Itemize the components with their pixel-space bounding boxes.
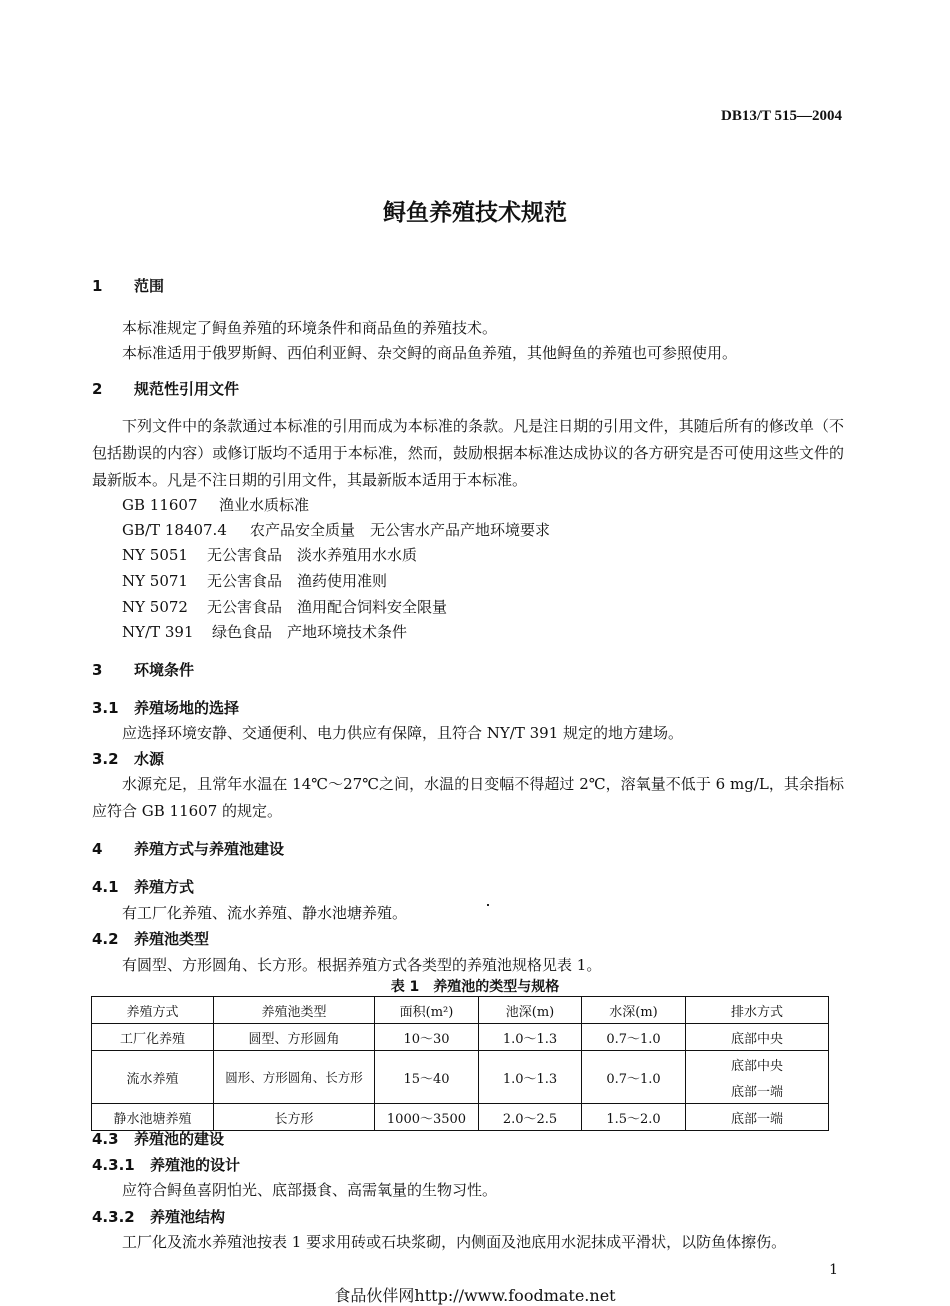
subsection-number: 3.1 — [92, 699, 119, 717]
table-cell: 0.7～1.0 — [582, 1051, 686, 1104]
column-header: 水深(m) — [582, 997, 686, 1024]
column-header: 养殖池类型 — [214, 997, 375, 1024]
section-title: 范围 — [134, 277, 165, 295]
reference-title: 绿色食品 产地环境技术条件 — [212, 623, 408, 641]
subsection-number: 4.3 — [92, 1130, 119, 1148]
table-cell: 底部一端 — [686, 1077, 829, 1104]
reference-code: NY 5051 — [122, 546, 188, 564]
section-number: 1 — [92, 277, 103, 295]
subsection-4-1-heading — [92, 876, 194, 897]
column-header: 池深(m) — [479, 997, 582, 1024]
s4-2-text: 有圆型、方形圆角、长方形。根据养殖方式各类型的养殖池规格见表 1。 — [122, 956, 602, 974]
section-title: 规范性引用文件 — [134, 380, 240, 398]
stray-dot — [487, 904, 489, 906]
subsection-title: 水源 — [134, 750, 165, 768]
table-cell: 底部一端 — [686, 1104, 829, 1131]
subsection-title: 养殖方式 — [134, 878, 195, 896]
section-4-heading — [92, 838, 284, 859]
table-caption: 表 1 养殖池的类型与规格 — [390, 979, 560, 995]
reference-item — [122, 621, 407, 642]
subsection-4-2-heading — [92, 928, 209, 949]
s3-2-text: 水源充足，且常年水温在 14℃～27℃之间，水温的日变幅不得超过 2℃，溶氧量不低于 6 mg/L，其余指标应符合 GB 11607 的规定。 — [92, 775, 844, 820]
section-3-heading — [92, 659, 194, 680]
section-title: 环境条件 — [134, 661, 195, 679]
s1-paragraph-2: 本标准适用于俄罗斯鲟、西伯利亚鲟、杂交鲟的商品鱼养殖，其他鲟鱼的养殖也可参照使用。 — [122, 344, 738, 362]
table-cell: 圆型、方形圆角 — [214, 1024, 375, 1051]
reference-item — [122, 544, 417, 565]
reference-code: NY 5072 — [122, 598, 188, 616]
subsection-3-2-heading — [92, 748, 164, 769]
table-cell: 圆形、方形圆角、长方形 — [214, 1051, 375, 1104]
reference-title: 无公害食品 渔用配合饲料安全限量 — [207, 598, 448, 616]
table-cell: 工厂化养殖 — [92, 1024, 214, 1051]
table-cell: 1.0～1.3 — [479, 1024, 582, 1051]
s4-1-text: 有工厂化养殖、流水养殖、静水池塘养殖。 — [122, 904, 408, 922]
section-number: 4 — [92, 840, 103, 858]
table-cell: 底部中央 — [686, 1024, 829, 1051]
table-cell: 15～40 — [375, 1051, 479, 1104]
table-cell: 底部中央 — [686, 1051, 829, 1078]
page-number: 1 — [829, 1262, 838, 1278]
subsection-title: 养殖场地的选择 — [134, 699, 240, 717]
table-cell: 0.7～1.0 — [582, 1024, 686, 1051]
table-cell: 2.0～2.5 — [479, 1104, 582, 1131]
subsection-4-3-heading — [92, 1128, 224, 1149]
reference-code: NY/T 391 — [122, 623, 194, 641]
subsection-number: 4.3.1 — [92, 1156, 135, 1174]
section-title: 养殖方式与养殖池建设 — [134, 840, 285, 858]
table-cell: 长方形 — [214, 1104, 375, 1131]
subsection-number: 3.2 — [92, 750, 119, 768]
reference-title: 无公害食品 淡水养殖用水水质 — [207, 546, 418, 564]
table-header-row — [92, 997, 829, 1024]
table-cell: 1000～3500 — [375, 1104, 479, 1131]
pond-spec-table — [91, 996, 829, 1131]
subsection-3-1-heading — [92, 697, 239, 718]
reference-item — [122, 596, 447, 617]
s2-intro-paragraph: 下列文件中的条款通过本标准的引用而成为本标准的条款。凡是注日期的引用文件，其随后所有的修改单（不包括勘误的内容）或修订版均不适用于本标准，然而，鼓励根据本标准达成协议的各方研究是否可使用这些文件的最新版本。凡是不注日期的引用文件，其最新版本适用于本标准。 — [92, 417, 844, 489]
s4-3-1-text: 应符合鲟鱼喜阴怕光、底部摄食、高需氧量的生物习性。 — [122, 1181, 498, 1199]
reference-title: 农产品安全质量 无公害水产品产地环境要求 — [250, 521, 551, 539]
reference-code: GB/T 18407.4 — [122, 521, 227, 539]
table-cell: 流水养殖 — [92, 1051, 214, 1104]
reference-title: 渔业水质标准 — [219, 496, 310, 514]
s4-3-2-text: 工厂化及流水养殖池按表 1 要求用砖或石块浆砌，内侧面及池底用水泥抹成平滑状，以防鱼体擦伤。 — [122, 1233, 787, 1251]
table-row — [92, 1051, 829, 1078]
subsection-title: 养殖池类型 — [134, 930, 210, 948]
reference-item — [122, 570, 387, 591]
subsection-number: 4.1 — [92, 878, 119, 896]
section-2-heading — [92, 378, 239, 399]
reference-code: NY 5071 — [122, 572, 188, 590]
column-header: 养殖方式 — [92, 997, 214, 1024]
subsection-title: 养殖池的建设 — [134, 1130, 225, 1148]
table-cell: 静水池塘养殖 — [92, 1104, 214, 1131]
subsection-title: 养殖池的设计 — [150, 1156, 241, 1174]
column-header: 面积(m²) — [375, 997, 479, 1024]
reference-code: GB 11607 — [122, 496, 198, 514]
subsection-number: 4.2 — [92, 930, 119, 948]
section-1-heading — [92, 275, 164, 296]
table-cell: 1.5～2.0 — [582, 1104, 686, 1131]
subsection-number: 4.3.2 — [92, 1208, 135, 1226]
subsection-4-3-2-heading — [92, 1206, 225, 1227]
section-number: 2 — [92, 380, 103, 398]
subsection-title: 养殖池结构 — [150, 1208, 226, 1226]
table-cell: 10～30 — [375, 1024, 479, 1051]
s1-paragraph-1: 本标准规定了鲟鱼养殖的环境条件和商品鱼的养殖技术。 — [122, 319, 498, 337]
column-header: 排水方式 — [686, 997, 829, 1024]
s3-1-text: 应选择环境安静、交通便利、电力供应有保障，且符合 NY/T 391 规定的地方建场。 — [122, 724, 684, 742]
subsection-4-3-1-heading — [92, 1154, 240, 1175]
table-row — [92, 1024, 829, 1051]
section-number: 3 — [92, 661, 103, 679]
footer-watermark: 食品伙伴网http://www.foodmate.net — [334, 1286, 616, 1305]
standard-number: DB13/T 515—2004 — [721, 108, 842, 124]
reference-title: 无公害食品 渔药使用准则 — [207, 572, 388, 590]
reference-item — [122, 519, 550, 540]
table-row — [92, 1104, 829, 1131]
table-cell: 1.0～1.3 — [479, 1051, 582, 1104]
reference-item — [122, 494, 309, 515]
document-title: 鲟鱼养殖技术规范 — [383, 200, 567, 226]
